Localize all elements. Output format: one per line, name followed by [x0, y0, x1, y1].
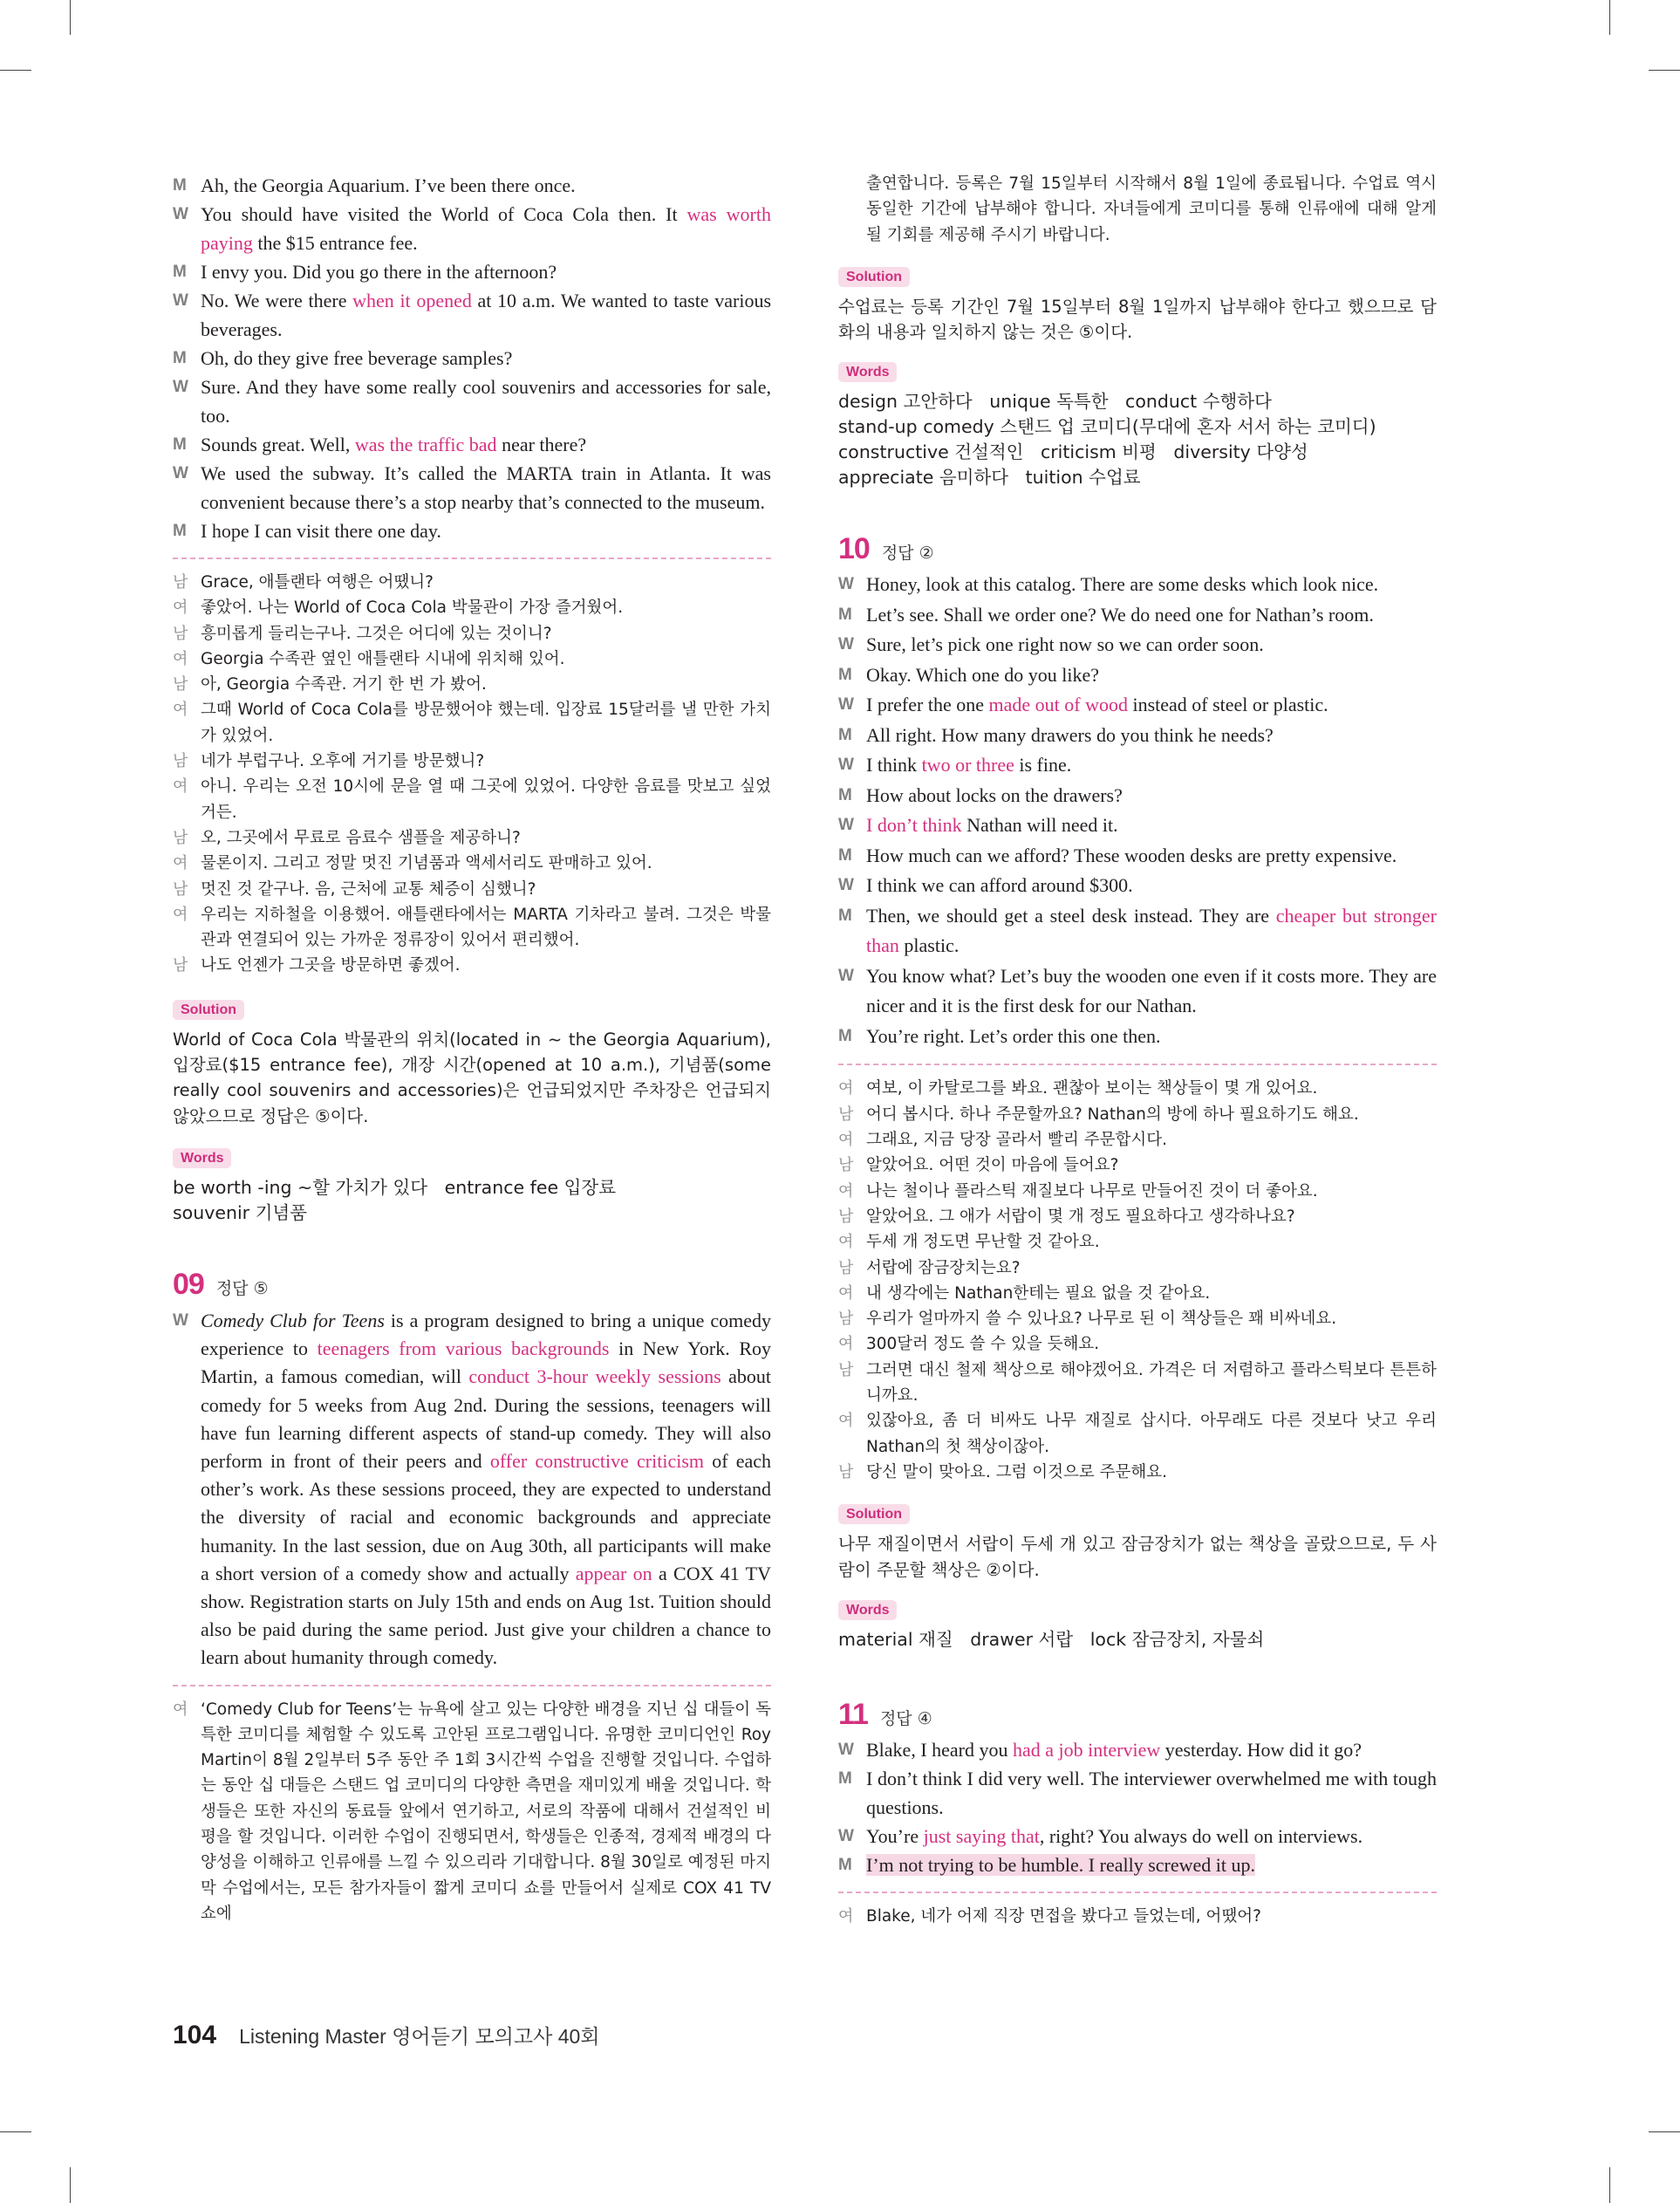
translation-text: 당신 말이 맞아요. 그럼 이것으로 주문해요.: [866, 1462, 1167, 1481]
dialogue-text: You’re: [866, 1824, 924, 1847]
words-line: souvenir 기념품: [173, 1201, 308, 1223]
speaker-label: 여: [173, 649, 188, 667]
q09-header: [173, 1268, 771, 1302]
words-line: material 재질 drawer 서랍 lock 잠금장치, 자물쇠: [838, 1628, 1265, 1650]
dialogue-text: You know what? Let’s buy the wooden one even if it costs more. They are nicer and it is the first desk for our Nathan.: [866, 964, 1437, 1017]
translation-line: [173, 877, 771, 902]
translation-text: 나는 철이나 플라스틱 재질보다 나무로 만들어진 것이 더 좋아요.: [866, 1181, 1318, 1201]
dialogue-text: in New York. Roy Martin, a famous comedian, will: [201, 1338, 772, 1388]
speaker-label: 여: [173, 777, 188, 796]
answer-text: 정답: [879, 1708, 912, 1728]
dialogue-line: [838, 1735, 1437, 1764]
key-phrase: made out of wood: [988, 694, 1128, 716]
speaker-label: W: [838, 635, 854, 654]
solution-text: 수업료는 등록 기간인 7월 15일부터 8월 1일까지 납부해야 한다고 했으므로 담화의 내용과 일치하지 않는 것은 ⑤이다.: [838, 296, 1437, 343]
translation-text: 그때 World of Coca Cola를 방문했어야 했는데. 입장료 15달러를 낼 만한 가치가 있었어.: [201, 701, 771, 745]
dashed-divider: [173, 1685, 771, 1686]
dialogue-text: Blake, I heard you: [866, 1738, 1013, 1761]
translation-line: [173, 647, 771, 672]
key-phrase: offer constructive criticism: [489, 1449, 705, 1472]
speaker-label: 여: [838, 1181, 854, 1200]
speaker-label: M: [838, 1026, 852, 1045]
speaker-label: 여: [173, 701, 188, 719]
solution-badge: Solution: [173, 1000, 244, 1020]
speaker-label: 여: [838, 1233, 854, 1251]
q09-translation: [173, 1697, 771, 1927]
dialogue-text: Sure. And they have some really cool souvenirs and accessories for sale, too.: [201, 376, 771, 427]
speaker-label: 여: [838, 1335, 854, 1353]
dialogue-text: Let’s see. Shall we order one? We do need one for Nathan’s room.: [866, 603, 1374, 626]
speaker-label: M: [173, 435, 187, 454]
q09-translation-continued: [838, 171, 1437, 248]
dialogue-text: We used the subway. It’s called the MARTA train in Atlanta. It was convenient because there’s a stop nearby that’s connected to the museum.: [201, 462, 771, 513]
speaker-label: W: [173, 205, 188, 223]
speaker-label: 남: [838, 1462, 854, 1481]
q11-header: [838, 1698, 1437, 1732]
key-phrase: two or three: [921, 754, 1014, 777]
answer-label: [880, 1706, 932, 1729]
key-phrase: was the traffic bad: [354, 434, 497, 455]
translation-text: 오, 그곳에서 무료로 음료수 샘플을 제공하니?: [201, 828, 521, 847]
dialogue-text: Oh, do they give free beverage samples?: [201, 347, 513, 369]
q08-words: [173, 1148, 771, 1226]
dialogue-text: I envy you. Did you go there in the afternoon?: [201, 261, 557, 283]
speaker-label: M: [838, 845, 852, 865]
translation-line: [173, 749, 771, 774]
dialogue-text: I don’t think I did very well. The interviewer overwhelmed me with tough questions.: [866, 1767, 1437, 1818]
right-column: [838, 171, 1437, 1929]
translation-text: ‘Comedy Club for Teens’는 뉴욕에 살고 있는 다양한 배경을 지닌 십 대들이 독특한 코미디를 체험할 수 있도록 고안된 프로그램입니다. 유명한 코미디언인 Roy Martin이 8월 2일부터 5주 동안 주 1회 3시간씩 수업을 진행할 것입니다. 수업하는 동안 십 대들은 스탠드 업 코미디의 다양한 측면을 재미있게 배울 것입니다. 학생들은 또한 자신의 동료들 앞에서 연기하고, 서로의 작품에 대해서 건설적인 비평을 할 것입니다. 이러한 수업이 진행되면서, 학생들은 인종적, 경제적 배경의 다양성을 이해하고 인류애를 느낄 수 있으리라 기대합니다. 8월 30일로 예정된 마지막 수업에서는, 모든 참가자들이 짧게 코미디 쇼를 만들어서 실제로 COX 41 TV쇼에: [201, 1700, 772, 1923]
translation-text: 그러면 대신 철제 책상으로 해야겠어요. 가격은 더 저렴하고 플라스틱보다 튼튼하니까요.: [866, 1360, 1437, 1406]
speaker-label: W: [838, 816, 854, 835]
dialogue-line: [173, 257, 771, 286]
speaker-label: 남: [838, 1105, 854, 1123]
speaker-label: M: [838, 665, 852, 684]
answer-value: ②: [919, 544, 934, 564]
translation-line: [173, 825, 771, 851]
key-phrase: when it opened: [352, 290, 472, 311]
dialogue-text: I prefer the one: [866, 694, 989, 716]
translation-line: [838, 171, 1437, 248]
dialogue-line: [173, 430, 771, 459]
translation-text: 아니. 우리는 오전 10시에 문을 열 때 그곳에 있었어. 다양한 음료를 맛보고 싶었거든.: [201, 777, 771, 822]
speaker-label: W: [173, 1310, 188, 1330]
words-badge: Words: [173, 1148, 231, 1168]
answer-label: [882, 540, 934, 564]
dialogue-text: Then, we should get a steel desk instead. They are: [866, 904, 1276, 927]
translation-line: [838, 1358, 1437, 1409]
translation-line: [838, 1331, 1437, 1357]
speaker-label: 여: [838, 1079, 854, 1098]
highlighted-sentence: I’m not trying to be humble. I really screwed it up.: [866, 1853, 1255, 1876]
dialogue-text: the $15 entrance fee.: [252, 232, 418, 254]
speaker-label: 여: [173, 854, 188, 872]
dialogue-line: [173, 286, 771, 344]
dialogue-line: [838, 871, 1437, 901]
dialogue-line: [173, 344, 771, 373]
speaker-label: 남: [838, 1310, 854, 1328]
dialogue-text: No. We were there: [201, 290, 353, 311]
translation-text: 내 생각에는 Nathan한테는 필요 없을 것 같아요.: [866, 1283, 1211, 1303]
speaker-label: 남: [838, 1360, 854, 1379]
dialogue-line: [838, 750, 1437, 781]
translation-text: Blake, 네가 어제 직장 면접을 봤다고 들었는데, 어땠어?: [866, 1906, 1261, 1926]
dialogue-text: All right. How many drawers do you think he needs?: [866, 723, 1274, 746]
translation-text: 우리가 얼마까지 쓸 수 있나요? 나무로 된 이 책상들은 꽤 비싸네요.: [866, 1310, 1337, 1329]
speaker-label: 여: [838, 1412, 854, 1430]
speaker-label: W: [838, 756, 854, 775]
q10-solution: [838, 1504, 1437, 1583]
speaker-label: 남: [173, 573, 188, 591]
key-phrase: I don’t think: [866, 814, 962, 837]
dialogue-text: , right? You always do well on interviews.: [1039, 1824, 1363, 1847]
dialogue-text: near there?: [496, 434, 587, 455]
dashed-divider: [838, 1064, 1437, 1065]
translation-line: [838, 1229, 1437, 1255]
solution-badge: Solution: [838, 267, 910, 287]
translation-line: [838, 1408, 1437, 1460]
q11-dialogue: [838, 1735, 1437, 1879]
question-number: 10: [838, 532, 870, 566]
dialogue-line: [838, 1851, 1437, 1879]
speaker-label: M: [838, 906, 852, 925]
translation-text: 어디 봅시다. 하나 주문할까요? Nathan의 방에 하나 필요하기도 해요.: [866, 1105, 1359, 1124]
answer-value: ⑤: [253, 1278, 269, 1298]
speaker-label: 여: [173, 599, 188, 617]
speaker-label: 남: [173, 624, 188, 642]
translation-line: [838, 1076, 1437, 1101]
dialogue-line: [838, 841, 1437, 872]
translation-line: [838, 1153, 1437, 1178]
translation-line: [173, 902, 771, 954]
dialogue-text: about comedy for 5 weeks from Aug 2nd. During the sessions, teenagers will have fun learning different aspects of stand-up comedy. They will also perform in front of their peers and: [201, 1365, 771, 1472]
words-list: [173, 1175, 771, 1226]
dialogue-line: [838, 781, 1437, 811]
book-title: Listening Master 영어듣기 모의고사 40회: [239, 2025, 600, 2048]
speaker-label: 남: [173, 675, 188, 694]
dialogue-text: is fine.: [1014, 754, 1072, 777]
translation-text: 흥미롭게 들리는구나. 그것은 어디에 있는 것이니?: [201, 624, 552, 643]
dialogue-text: I think: [866, 754, 922, 777]
left-column: [173, 171, 771, 1926]
dialogue-text: Nathan will need it.: [961, 814, 1118, 837]
key-phrase: teenagers from various backgrounds: [317, 1338, 610, 1360]
crop-mark: [1609, 0, 1610, 35]
speaker-label: M: [173, 522, 187, 540]
dialogue-line: [173, 459, 771, 517]
answer-value: ④: [917, 1708, 932, 1728]
translation-line: [173, 774, 771, 825]
speaker-label: 여: [173, 1700, 188, 1718]
speaker-label: 여: [173, 905, 188, 923]
q11-translation: [838, 1904, 1437, 1929]
speaker-label: M: [838, 1769, 852, 1788]
translation-line: [173, 621, 771, 647]
dialogue-text: a COX 41 TV show. Registration starts on July 15th and ends on Aug 1st. Tuition should also be paid during the same period. Just give your children a chance to learn about humanity through comedy.: [201, 1562, 771, 1669]
speaker-label: 남: [173, 828, 188, 846]
page-number: 104: [173, 2021, 217, 2049]
words-list: [838, 389, 1437, 490]
dialogue-text: is a program designed to bring a unique comedy experience to: [201, 1309, 771, 1360]
crop-mark: [70, 2167, 71, 2203]
speaker-label: W: [838, 1740, 854, 1759]
dialogue-text: instead of steel or plastic.: [1127, 694, 1328, 716]
translation-text: 아, Georgia 수족관. 거기 한 번 가 봤어.: [201, 675, 487, 694]
speaker-label: M: [838, 785, 852, 804]
speaker-label: W: [838, 876, 854, 895]
words-badge: Words: [838, 362, 897, 382]
translation-text: 300달러 정도 쓸 수 있을 듯해요.: [866, 1335, 1100, 1354]
key-phrase: was worth paying: [201, 203, 771, 254]
dialogue-line: [838, 1764, 1437, 1822]
solution-badge: Solution: [838, 1504, 910, 1524]
speaker-label: 남: [838, 1156, 854, 1174]
dialogue-line: [838, 961, 1437, 1022]
translation-text: 우리는 지하철을 이용했어. 애틀랜타에서는 MARTA 기차라고 불려. 그것은 박물관과 연결되어 있는 가까운 정류장이 있어서 편리했어.: [201, 905, 771, 950]
key-phrase: cheaper but stronger than: [866, 904, 1437, 957]
dialogue-text: Okay. Which one do you like?: [866, 663, 1099, 686]
dialogue-line: [838, 811, 1437, 841]
q10-dialogue: [838, 570, 1437, 1051]
speaker-label: M: [173, 176, 187, 195]
dialogue-text: I hope I can visit there one day.: [201, 520, 441, 542]
answer-text: 정답: [215, 1278, 249, 1298]
dialogue-line: [173, 171, 771, 200]
speaker-label: 남: [173, 752, 188, 770]
dialogue-text: Sounds great. Well,: [201, 434, 355, 455]
translation-text: Georgia 수족관 옆인 애틀랜타 시내에 위치해 있어.: [201, 649, 565, 668]
speaker-label: 여: [838, 1131, 854, 1149]
translation-line: [838, 1102, 1437, 1127]
dialogue-line: [173, 373, 771, 430]
dialogue-text: You should have visited the World of Coca Cola then. It: [201, 203, 687, 225]
words-line: design 고안하다 unique 독특한 conduct 수행하다: [838, 391, 1272, 413]
dashed-divider: [838, 1892, 1437, 1893]
dialogue-line: [838, 1822, 1437, 1851]
translation-text: 있잖아요, 좀 더 비싸도 나무 재질로 삽시다. 아무래도 다른 것보다 낫고 우리 Nathan의 첫 책상이잖아.: [866, 1412, 1437, 1456]
translation-text: 알았어요. 그 애가 서랍이 몇 개 정도 필요하다고 생각하나요?: [866, 1207, 1295, 1226]
speaker-label: 남: [173, 879, 188, 898]
dialogue-text: of each other’s work. As these sessions proceed, they are expected to understand the diversity of racial and economic backgrounds and appreciate humanity. In the last session, due on Aug 30th, all participants will make a short version of a comedy show and actually: [201, 1449, 771, 1584]
translation-line: [838, 1179, 1437, 1204]
dialogue-line: [838, 630, 1437, 660]
speaker-label: W: [838, 1826, 854, 1845]
solution-text: World of Coca Cola 박물관의 위치(located in ~ the Georgia Aquarium), 입장료($15 entrance fee), 개장 시간(opened at 10 a.m.), 기념품(some really cool souvenirs and accessories)은 언급되었지만 주차장은 언급되지 않았으므로 정답은 ⑤이다.: [173, 1029, 771, 1126]
dialogue-line: [173, 517, 771, 545]
dialogue-text: How about locks on the drawers?: [866, 783, 1123, 806]
translation-line: [173, 570, 771, 595]
speaker-label: 남: [838, 1258, 854, 1276]
key-phrase: just saying that: [923, 1824, 1040, 1847]
dialogue-text: How much can we afford? These wooden desks are pretty expensive.: [866, 844, 1397, 866]
dialogue-text: Honey, look at this catalog. There are some desks which look nice.: [866, 573, 1379, 596]
translation-line: [838, 1281, 1437, 1306]
dialogue-line: [838, 660, 1437, 691]
q10-header: [838, 532, 1437, 566]
translation-line: [838, 1255, 1437, 1281]
speaker-label: W: [838, 966, 854, 985]
dialogue-line: [838, 1022, 1437, 1052]
answer-text: 정답: [881, 544, 914, 564]
speaker-label: 남: [838, 1207, 854, 1225]
dialogue-line: [838, 690, 1437, 721]
dialogue-text: plastic.: [898, 934, 960, 957]
translation-line: [173, 1697, 771, 1927]
q09-words: [838, 362, 1437, 490]
dialogue-line: [838, 901, 1437, 961]
translation-text: 멋진 것 같구나. 음, 근처에 교통 체증이 심했니?: [201, 879, 536, 899]
speaker-label: 남: [173, 956, 188, 975]
key-phrase: had a job interview: [1013, 1738, 1161, 1761]
translation-line: [838, 1306, 1437, 1331]
translation-text: 나도 언젠가 그곳을 방문하면 좋겠어.: [201, 956, 461, 975]
dialogue-line: [838, 600, 1437, 631]
dialogue-text: I think we can afford around $300.: [866, 874, 1133, 897]
translation-line: [173, 697, 771, 749]
speaker-label: 여: [838, 1283, 854, 1302]
speaker-label: W: [173, 378, 188, 396]
words-line: constructive 건설적인 criticism 비평 diversity 다양성: [838, 441, 1308, 463]
speaker-label: W: [173, 464, 188, 482]
key-phrase: appear on: [575, 1562, 652, 1584]
speaker-label: M: [838, 725, 852, 744]
translation-line: [838, 1904, 1437, 1929]
dialogue-text: You’re right. Let’s order this one then.: [866, 1024, 1161, 1047]
question-number: 11: [838, 1697, 868, 1731]
dialogue-line: [838, 721, 1437, 751]
answer-label: [216, 1276, 269, 1299]
translation-text: 알았어요. 어떤 것이 마음에 들어요?: [866, 1156, 1119, 1175]
q08-dialogue: [173, 171, 771, 545]
question-number: 09: [173, 1267, 204, 1301]
translation-text: 출연합니다. 등록은 7월 15일부터 시작해서 8월 1일에 종료됩니다. 수업료 역시 동일한 기간에 납부해야 합니다. 자녀들에게 코미디를 통해 인류애에 대해 알게 될 기회를 제공해 주시기 바랍니다.: [866, 174, 1437, 244]
words-line: be worth -ing ~할 가치가 있다 entrance fee 입장료: [173, 1176, 617, 1198]
dashed-divider: [173, 558, 771, 559]
speaker-label: M: [173, 349, 187, 367]
translation-line: [173, 672, 771, 697]
dialogue-text: Sure, let’s pick one right now so we can order soon.: [866, 633, 1264, 656]
q08-translation: [173, 570, 771, 979]
translation-text: 물론이지. 그리고 정말 멋진 기념품과 액세서리도 판매하고 있어.: [201, 854, 652, 873]
dialogue-text: Comedy Club for Teens: [201, 1309, 385, 1331]
translation-line: [838, 1127, 1437, 1153]
dialogue-text: Ah, the Georgia Aquarium. I’ve been there once.: [201, 174, 576, 196]
speaker-label: W: [838, 695, 854, 715]
speaker-label: W: [838, 575, 854, 594]
translation-text: 그래요, 지금 당장 골라서 빨리 주문합시다.: [866, 1131, 1167, 1150]
crop-mark: [70, 0, 71, 35]
translation-text: 두세 개 정도면 무난할 것 같아요.: [866, 1233, 1100, 1252]
words-line: appreciate 음미하다 tuition 수업료: [838, 467, 1141, 489]
translation-line: [173, 953, 771, 978]
dialogue-line: [173, 1307, 771, 1673]
translation-text: 서랍에 잠금장치는요?: [866, 1258, 1021, 1277]
q09-dialogue: [173, 1307, 771, 1673]
q10-words: [838, 1600, 1437, 1652]
speaker-label: 여: [838, 1906, 854, 1925]
speaker-label: M: [173, 263, 187, 281]
crop-mark: [0, 2131, 31, 2132]
crop-mark: [1649, 70, 1680, 71]
translation-line: [838, 1204, 1437, 1229]
translation-text: 좋았어. 나는 World of Coca Cola 박물관이 가장 즐거웠어.: [201, 599, 624, 618]
key-phrase: conduct 3-hour weekly sessions: [468, 1365, 721, 1388]
dialogue-line: [173, 200, 771, 257]
crop-mark: [1649, 2131, 1680, 2132]
words-line: stand-up comedy 스탠드 업 코미디(무대에 혼자 서서 하는 코미디): [838, 416, 1376, 438]
translation-line: [173, 851, 771, 876]
dialogue-text: yesterday. How did it go?: [1160, 1738, 1362, 1761]
q09-solution: [838, 267, 1437, 346]
words-badge: Words: [838, 1600, 897, 1620]
translation-text: Grace, 애틀랜타 여행은 어땠니?: [201, 573, 434, 592]
crop-mark: [0, 70, 31, 71]
q10-translation: [838, 1076, 1437, 1485]
dialogue-text: at 10 a.m. We wanted to taste various beverages.: [201, 290, 771, 340]
q08-solution: [173, 1000, 771, 1129]
words-list: [838, 1627, 1437, 1652]
translation-line: [838, 1460, 1437, 1485]
dialogue-line: [838, 570, 1437, 600]
crop-mark: [1609, 2167, 1610, 2203]
speaker-label: M: [838, 1855, 852, 1874]
speaker-label: M: [838, 605, 852, 624]
translation-text: 네가 부럽구나. 오후에 거기를 방문했니?: [201, 752, 485, 771]
translation-text: 여보, 이 카탈로그를 봐요. 괜찮아 보이는 책상들이 몇 개 있어요.: [866, 1079, 1318, 1098]
page-footer: [173, 2021, 600, 2050]
translation-line: [173, 595, 771, 620]
speaker-label: W: [173, 291, 188, 310]
solution-text: 나무 재질이면서 서랍이 두세 개 있고 잠금장치가 없는 책상을 골랐으므로, 두 사람이 주문할 책상은 ②이다.: [838, 1534, 1437, 1580]
